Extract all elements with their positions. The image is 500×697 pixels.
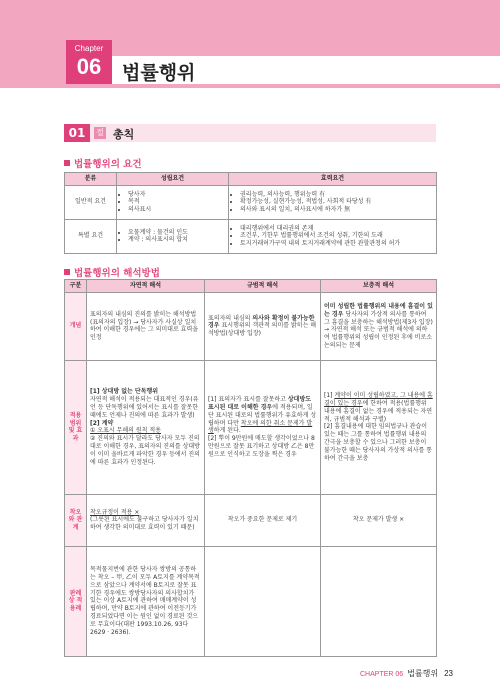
table-cell [229,219,437,253]
column-header: 보충적 해석 [321,280,437,293]
table-row [65,185,437,219]
table-header-row [65,173,437,186]
table-cell: 이미 성립한 법률행위의 내용에 흠결이 있는 경우 당사자의 가상적 의사를 통하여 그 흠결을 보충하는 해석방법(제3자 입장) → 자연적 해석 또는 규범적 해석에 의하여 법률행위의 성립이 인정된 후에 비로소 논의되는 문제 [321,292,437,360]
square-bullet-icon [64,269,70,275]
column-header: 효력요건 [229,173,437,186]
chapter-badge [66,40,112,84]
table-row [65,219,437,253]
list-item: • 의사표시 [128,206,225,214]
list-item: • 의사와 표시의 일치, 의사표시에 하자가 無 [240,206,433,214]
chapter-label: Chapter [74,44,104,53]
square-bullet-icon [64,160,70,166]
table-cell [321,546,437,656]
table-row [65,494,437,546]
column-header: 자연적 해석 [87,280,205,293]
table-row [65,546,437,656]
list-item: • 토지거래허가구역 내의 토지거래계약에 관한 관할관청의 허가 [240,240,433,248]
footer-chapter: CHAPTER 06 [360,671,404,678]
list-item: • 당사자 [128,191,225,199]
list-item: • 조건부, 기한부 법률행위에서 조건의 성취, 기한의 도래 [240,232,433,240]
chapter-title: 법률행위 [122,62,196,84]
requirements-table [64,172,437,254]
row-header: 적용범위 및 효과 [65,360,87,494]
row-header: 개념 [65,292,87,360]
column-header: 분류 [65,173,117,186]
list-item: • 목적 [128,198,225,206]
table-cell: [1] 표의자가 표시를 잘못하고 상대방도 표시된 대로 이해한 경우에 적용되며, 일단 표시된 대로의 법률행위가 유효하게 성립하며 다만 착오에 의한 취소 문제가 발생하게 된다. [2] 뿌이 9만원에 매도할 생각이었으나 8만원으로 잘못 표기하고 상대방 乙은 8만원으로 인식하고 도장을 찍은 경우 [205,360,321,494]
table-cell: 목적물지번에 관한 당사자 쌍방의 공통하는 착오 – 甲, 乙이 모두 A토지를 계약목적으로 삼았으나 계약서에 B토지로 잘못 표기한 경우에도 쌍방당사자의 의사합치가 있는 이상 A토지에 관하여 매매계약이 성립하며, 만약 B토지에 관하여 이전등기가 경료되었다면 이는 원인 없이 경료된 것으로 무효이다(대판 1993.10.26, 93다2629 · 2636). [87,546,205,656]
table-cell: 착오 문제가 발생 × [321,494,437,546]
table-cell: 표의자의 내심의 진의를 밝히는 해석방법(표의자의 입장) → 당사자가 사실상 일치하여 이해한 경우에는 그 의미대로 효력을 인정 [87,292,205,360]
table-cell [117,185,229,219]
table-cell: [1] 계약이 이미 성립하였고, 그 내용에 흠결이 있는 경우에 한하여 적용(법률행위 내용에 흠결이 없는 경우에 적용되는 자연적, 규범적 해석과 구별) [2] 흠결내용에 대한 임의법규나 관습이 있는 때는 그를 통하여 법률행위 내용의 간극을 보충할 수 있으나 그러한 보충이 불가능한 때는 당사자의 가상적 의사를 통하여 간극을 보충 [321,360,437,494]
section-title: 총칙 [113,128,135,141]
table-row [65,360,437,494]
row-header: 일반적 요건 [65,185,117,219]
list-item: • 요물계약 : 물건의 인도 [128,229,225,237]
chapter-number: 06 [76,54,102,79]
table-cell: [1] 상대방 없는 단독행위 자연적 해석이 적용되는 대표적인 경우(유언 등 단독행위에 있어서는 표시를 잘못한 때에도 언제나 진의에 따른 효과가 발생) [2] 계약 ① 오표시 무해의 원칙 적용 ② 진의와 표시가 달라도 당사자 모두 진의대로 이해한 경우, 표의자의 진의를 상대방이 이미 올바르게 파악한 경우 등에서 진의에 따른 효과가 인정된다. [87,360,205,494]
row-header: 특별 요건 [65,219,117,253]
table-cell: 착오규정이 적용 × (그릇된 표시에도 불구하고 당사자가 일치하여 생각한 의미대로 효력이 있기 때문) [87,494,205,546]
section-number: 01 [64,124,90,142]
list-item: • 계약 : 의사표시의 합치 [128,236,225,244]
table-cell [229,185,437,219]
footer-title: 법률행위 [407,669,439,678]
interpretation-heading: 법률행위의 해석방법 [64,265,160,279]
table-cell [205,546,321,656]
interpretation-table [64,279,437,657]
section-jeol-badge: 절 [94,127,106,139]
requirements-heading: 법률행위의 요건 [64,156,142,170]
page-number: 23 [444,669,454,678]
column-header: 구분 [65,280,87,293]
table-cell: 착오가 중요한 문제로 제기 [205,494,321,546]
list-item: • 권리능력, 의사능력, 행위능력 有 [240,191,433,199]
column-header: 성립요건 [117,173,229,186]
list-item: • 확정가능성, 실현가능성, 적법성, 사회적 타당성 有 [240,198,433,206]
table-cell: 표의자의 내심의 의사와 확정이 불가능한 경우 표시행위의 객관적 의미를 밝히는 해석방법(상대방 입장) [205,292,321,360]
row-header: 착오와 관계 [65,494,87,546]
list-item: • 대리행위에서 대리권의 존재 [240,225,433,233]
column-header: 규범적 해석 [205,280,321,293]
row-header: 판례상 적용례 [65,546,87,656]
table-row [65,292,437,360]
table-cell [117,219,229,253]
page-footer [360,668,453,679]
table-header-row [65,280,437,293]
